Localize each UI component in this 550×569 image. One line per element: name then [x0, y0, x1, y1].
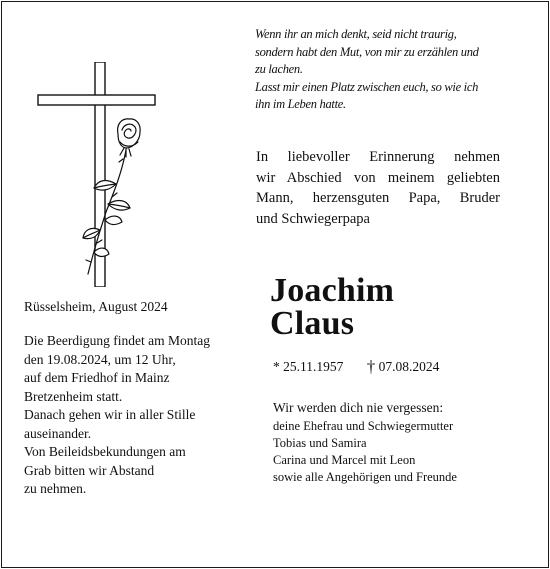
poem-quote [255, 26, 510, 114]
mourners [273, 399, 533, 486]
mourner-line: Tobias und Samira [273, 436, 367, 450]
funeral-line: Bretzenheim statt. [24, 388, 123, 404]
cross-icon [34, 62, 159, 287]
deceased-name [270, 274, 394, 340]
funeral-line: Von Beileidsbekundungen am [24, 444, 186, 459]
funeral-line: Die Beerdigung findet am Montag [24, 333, 210, 348]
birth-date: * 25.11.1957 [273, 359, 344, 374]
intro-line: In liebevoller Erinnerung nehmen [256, 149, 500, 165]
funeral-info [24, 332, 264, 499]
mourners-lead: Wir werden dich nie vergessen: [273, 400, 444, 415]
mourner-line: deine Ehefrau und Schwiegermutter [273, 419, 454, 433]
intro-text [256, 147, 500, 229]
intro-line: wir Abschied von meinem geliebten [256, 169, 500, 186]
funeral-line: auseinander. [24, 425, 92, 441]
first-name: Joachim [270, 272, 395, 309]
poem-line: sondern habt den Mut, von mir zu erzählen und [255, 44, 479, 59]
intro-line: Mann, herzensguten Papa, Bruder [256, 190, 500, 206]
funeral-line: den 19.08.2024, um 12 Uhr, [24, 351, 176, 367]
poem-line: Lasst mir einen Platz zwischen euch, so wie ich [255, 79, 479, 94]
last-name: Claus [270, 305, 355, 342]
poem-line: Wenn ihr an mich denkt, seid nicht traurig, [255, 27, 457, 41]
funeral-line: auf dem Friedhof in Mainz [24, 370, 170, 385]
poem-line: ihn im Leben hatte. [255, 97, 346, 111]
rose-icon [83, 119, 140, 274]
mourner-line: Carina und Marcel mit Leon [273, 453, 416, 467]
intro-line: und Schwiegerpapa [256, 210, 370, 227]
death-cross-icon: † [366, 357, 376, 376]
funeral-line: Danach gehen wir in aller Stille [24, 407, 196, 422]
death-date: 07.08.2024 [378, 359, 440, 374]
obituary-notice [1, 1, 549, 568]
place-date: Rüsselsheim, August 2024 [24, 299, 168, 314]
poem-line: zu lachen. [255, 62, 303, 76]
mourner-line: sowie alle Angehörigen und Freunde [273, 470, 457, 484]
funeral-line: zu nehmen. [24, 481, 87, 496]
life-dates [273, 357, 439, 377]
funeral-line: Grab bitten wir Abstand [24, 462, 155, 478]
